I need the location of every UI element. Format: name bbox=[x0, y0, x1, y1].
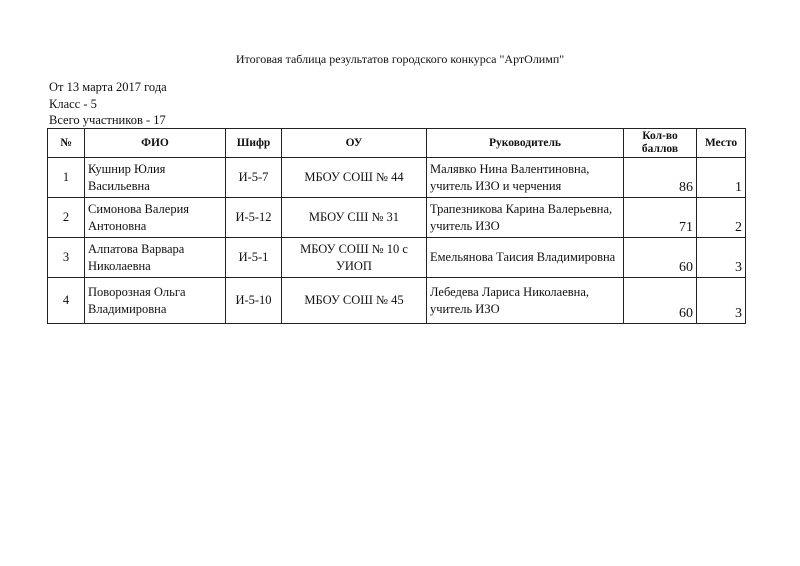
table-row bbox=[48, 278, 746, 324]
cell-fio: Симонова Валерия Антоновна bbox=[85, 198, 226, 238]
cell-place: 3 bbox=[697, 278, 746, 324]
cell-school: МБОУ СОШ № 44 bbox=[282, 158, 427, 198]
cell-school: МБОУ СОШ № 10 с УИОП bbox=[282, 238, 427, 278]
table-row bbox=[48, 198, 746, 238]
cell-place: 1 bbox=[697, 158, 746, 198]
table-row bbox=[48, 158, 746, 198]
header-leader: Руководитель bbox=[427, 129, 624, 158]
cell-num: 4 bbox=[48, 278, 85, 324]
header-code: Шифр bbox=[226, 129, 282, 158]
cell-fio: Кушнир Юлия Васильевна bbox=[85, 158, 226, 198]
document-title: Итоговая таблица результатов городского конкурса "АртОлимп" bbox=[235, 52, 565, 66]
participants-line: Всего участников - 17 bbox=[49, 113, 166, 127]
cell-code: И-5-7 bbox=[226, 158, 282, 198]
class-line: Класс - 5 bbox=[49, 97, 97, 111]
cell-leader: Малявко Нина Валентиновна, учитель ИЗО и черчения bbox=[427, 158, 624, 198]
cell-num: 1 bbox=[48, 158, 85, 198]
cell-leader: Емельянова Таисия Владимировна bbox=[427, 238, 624, 278]
results-table bbox=[47, 128, 746, 324]
header-school: ОУ bbox=[282, 129, 427, 158]
header-score: Кол-во баллов bbox=[624, 129, 697, 158]
cell-code: И-5-1 bbox=[226, 238, 282, 278]
cell-fio: Алпатова Варвара Николаевна bbox=[85, 238, 226, 278]
header-place: Место bbox=[697, 129, 746, 158]
table-header-row bbox=[48, 129, 746, 158]
date-line: От 13 марта 2017 года bbox=[49, 80, 167, 94]
cell-place: 3 bbox=[697, 238, 746, 278]
cell-score: 71 bbox=[624, 198, 697, 238]
cell-school: МБОУ СШ № 31 bbox=[282, 198, 427, 238]
cell-score: 86 bbox=[624, 158, 697, 198]
cell-school: МБОУ СОШ № 45 bbox=[282, 278, 427, 324]
header-fio: ФИО bbox=[85, 129, 226, 158]
cell-leader: Трапезникова Карина Валерьевна, учитель ИЗО bbox=[427, 198, 624, 238]
table-row bbox=[48, 238, 746, 278]
header-num: № bbox=[48, 129, 85, 158]
cell-num: 2 bbox=[48, 198, 85, 238]
cell-code: И-5-12 bbox=[226, 198, 282, 238]
cell-num: 3 bbox=[48, 238, 85, 278]
cell-fio: Поворозная Ольга Владимировна bbox=[85, 278, 226, 324]
cell-score: 60 bbox=[624, 278, 697, 324]
cell-place: 2 bbox=[697, 198, 746, 238]
cell-leader: Лебедева Лариса Николаевна, учитель ИЗО bbox=[427, 278, 624, 324]
cell-code: И-5-10 bbox=[226, 278, 282, 324]
cell-score: 60 bbox=[624, 238, 697, 278]
